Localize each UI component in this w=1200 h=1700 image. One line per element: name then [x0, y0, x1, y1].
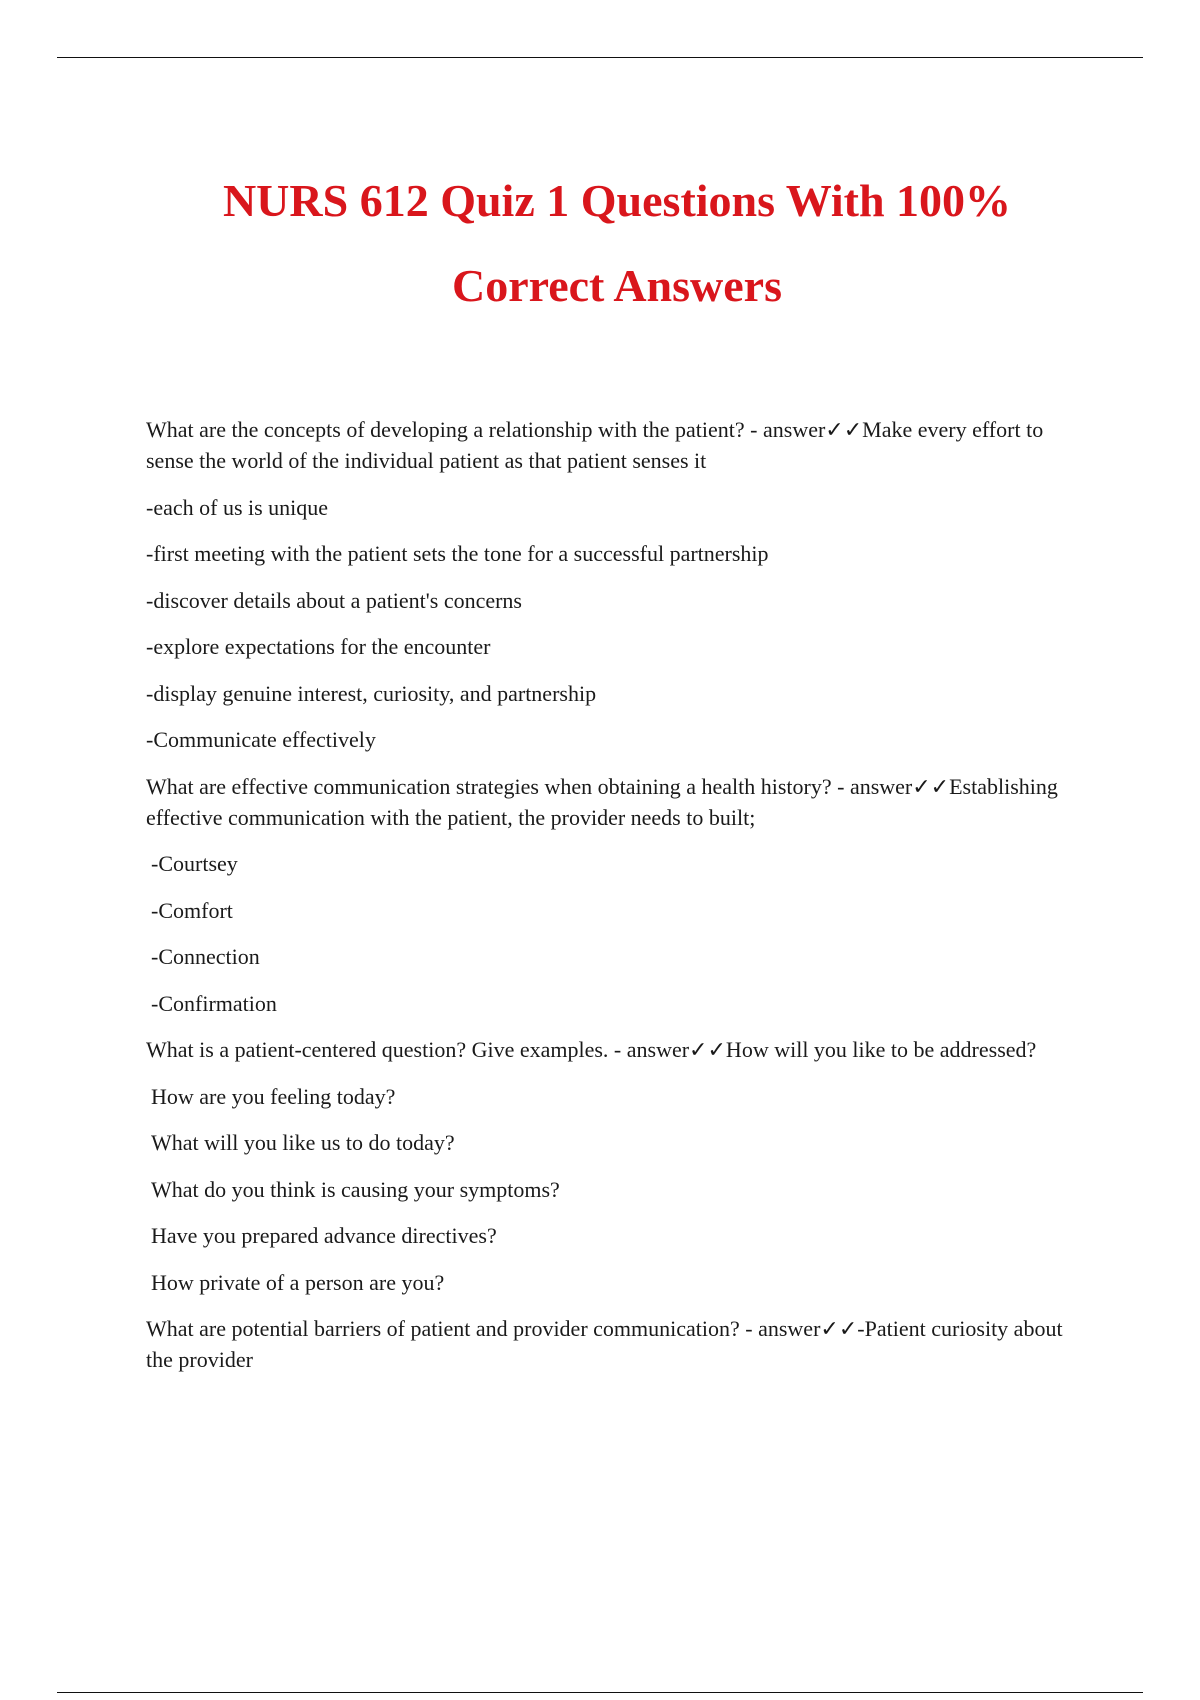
title-line-2: Correct Answers [452, 260, 782, 311]
paragraph: -Comfort [151, 897, 233, 923]
top-rule [57, 57, 1143, 58]
document-body [146, 414, 1066, 1391]
paragraph: What are potential barriers of patient and provider communication? - answer✓✓-Patient curiosity about the provider [146, 1316, 1063, 1372]
paragraph: -display genuine interest, curiosity, and partnership [146, 680, 597, 706]
paragraph: How are you feeling today? [151, 1083, 396, 1109]
paragraph: How private of a person are you? [151, 1269, 445, 1295]
paragraph: -first meeting with the patient sets the tone for a successful partnership [146, 541, 769, 566]
paragraph: -explore expectations for the encounter [146, 634, 491, 659]
paragraph: -each of us is unique [146, 494, 329, 520]
paragraph: What will you like us to do today? [151, 1130, 455, 1155]
paragraph: -Communicate effectively [146, 727, 376, 752]
paragraph: -Confirmation [151, 990, 277, 1016]
paragraph: What are the concepts of developing a relationship with the patient? - answer✓✓Make every effort to sense the world of the individual patient as that patient senses it [146, 417, 1044, 473]
paragraph: -Courtsey [151, 851, 238, 876]
bottom-rule [57, 1692, 1143, 1693]
paragraph: What are effective communication strategies when obtaining a health history? - answer✓✓Establishing effective communication with the patient, the provider needs to built; [146, 773, 1058, 830]
document-title [0, 158, 1200, 328]
paragraph: -discover details about a patient's concerns [146, 587, 522, 613]
title-line-1: NURS 612 Quiz 1 Questions With 100% [222, 175, 1012, 226]
paragraph: Have you prepared advance directives? [151, 1223, 497, 1248]
paragraph: What is a patient-centered question? Give examples. - answer✓✓How will you like to be addressed? [146, 1037, 1037, 1062]
paragraph: -Connection [151, 944, 260, 969]
paragraph: What do you think is causing your symptoms? [151, 1176, 560, 1202]
